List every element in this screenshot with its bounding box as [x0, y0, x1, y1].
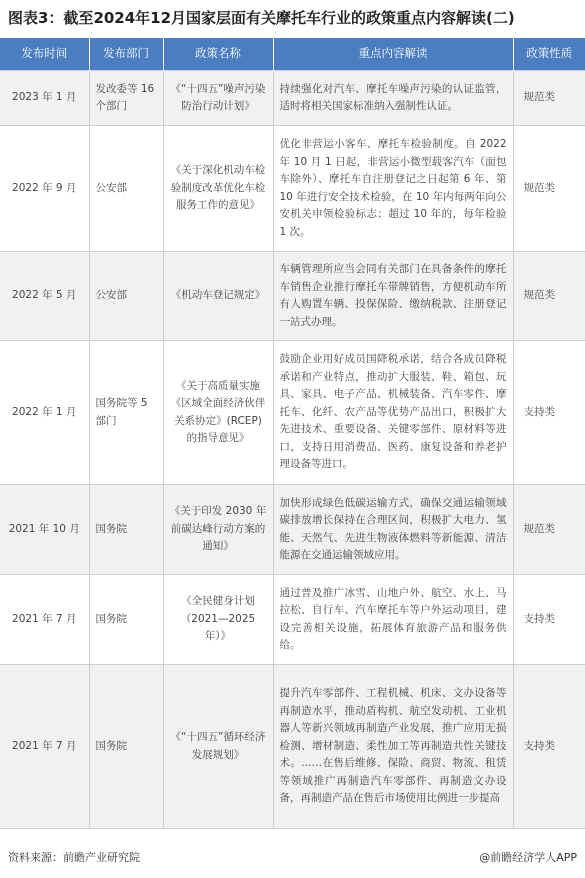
cell-content: 车辆管理所应当会同有关部门在具备条件的摩托车销售企业推行摩托车带牌销售，方便机动车所有人购置车辆、投保保险、缴纳税款、注册登记一站式办理。: [273, 252, 513, 341]
header-dept: 发布部门: [89, 38, 163, 71]
cell-content: 提升汽车零部件、工程机械、机床、文办设备等再制造水平，推动盾构机、航空发动机、工业机器人等新兴领域再制造产业发展，推广应用无损检测、增材制造、柔性加工等再制造共性关键技术。……在售后维修、保险、商贸、物流、租赁等领域推广再制造汽车零部件、再制造文办设备，再制造产品在售后市场使用比例进一步提高: [273, 665, 513, 829]
cell-date: 2021 年 7 月: [0, 665, 89, 829]
cell-type: 规范类: [513, 485, 585, 575]
cell-type: 支持类: [513, 665, 585, 829]
table-row: [0, 341, 585, 485]
header-name: 政策名称: [163, 38, 273, 71]
source-note: 资料来源：前瞻产业研究院: [8, 851, 140, 864]
cell-policy-name: 《机动车登记规定》: [163, 252, 273, 341]
table-row: [0, 485, 585, 575]
table-row: [0, 665, 585, 829]
cell-type: 支持类: [513, 575, 585, 665]
cell-content: 通过普及推广冰雪、山地户外、航空、水上、马拉松、自行车、汽车摩托车等户外运动项目，建设完善相关设施，拓展体育旅游产品和服务供给。: [273, 575, 513, 665]
cell-dept: 国务院: [89, 665, 163, 829]
cell-content: 鼓励企业用好成员国降税承诺，结合各成员降税承诺和产业特点，推动扩大服装、鞋、箱包、玩具、家具、电子产品、机械装备、汽车零件、摩托车、化纤、农产品等优势产品出口，积极扩大先进技术、重要设备、关键零部件、原材料等进口，支持日用消费品、医药、康复设备和养老护理设备等进口。: [273, 341, 513, 485]
cell-date: 2022 年 9 月: [0, 126, 89, 252]
cell-policy-name: 《关于高质量实施《区域全面经济伙伴关系协定》(RCEP) 的指导意见》: [163, 341, 273, 485]
header-date: 发布时间: [0, 38, 89, 71]
credit-note: @前瞻经济学人APP: [479, 851, 577, 864]
cell-date: 2023 年 1 月: [0, 71, 89, 126]
cell-dept: 公安部: [89, 252, 163, 341]
cell-dept: 国务院等 5 部门: [89, 341, 163, 485]
cell-type: 支持类: [513, 341, 585, 485]
cell-type: 规范类: [513, 71, 585, 126]
cell-policy-name: 《“十四五”噪声污染防治行动计划》: [163, 71, 273, 126]
table-row: [0, 575, 585, 665]
cell-dept: 国务院: [89, 575, 163, 665]
cell-date: 2022 年 1 月: [0, 341, 89, 485]
cell-policy-name: 《全民健身计划（2021—2025 年）》: [163, 575, 273, 665]
cell-date: 2021 年 7 月: [0, 575, 89, 665]
cell-policy-name: 《关于深化机动车检验制度改革优化车检服务工作的意见》: [163, 126, 273, 252]
cell-date: 2022 年 5 月: [0, 252, 89, 341]
table-header-row: [0, 38, 585, 71]
cell-content: 持续强化对汽车、摩托车噪声污染的认证监管，适时将相关国家标准纳入强制性认证。: [273, 71, 513, 126]
table-row: [0, 126, 585, 252]
cell-dept: 公安部: [89, 126, 163, 252]
cell-content: 优化非营运小客车、摩托车检验制度。自 2022 年 10 月 1 日起，非营运小微型载客汽车（面包车除外）、摩托车自注册登记之日起第 6 年、第 10 年进行安全技术检验，在 10 年内每两年向公安机关申领检验标志；超过 10 年的，每年检验 1 次。: [273, 126, 513, 252]
page-title: 图表3：截至2024年12月国家层面有关摩托车行业的政策重点内容解读(二): [8, 9, 515, 27]
table-row: [0, 252, 585, 341]
cell-content: 加快形成绿色低碳运输方式，确保交通运输领域碳排放增长保持在合理区间，积极扩大电力、氢能、天然气、先进生物液体燃料等新能源、清洁能源在交通运输领域应用。: [273, 485, 513, 575]
cell-dept: 国务院: [89, 485, 163, 575]
header-content: 重点内容解读: [273, 38, 513, 71]
cell-dept: 发改委等 16 个部门: [89, 71, 163, 126]
header-type: 政策性质: [513, 38, 585, 71]
cell-policy-name: 《“十四五”循环经济发展规划》: [163, 665, 273, 829]
cell-date: 2021 年 10 月: [0, 485, 89, 575]
cell-policy-name: 《关于印发 2030 年前碳达峰行动方案的通知》: [163, 485, 273, 575]
cell-type: 规范类: [513, 126, 585, 252]
cell-type: 规范类: [513, 252, 585, 341]
policy-table: [0, 38, 585, 829]
table-row: [0, 71, 585, 126]
